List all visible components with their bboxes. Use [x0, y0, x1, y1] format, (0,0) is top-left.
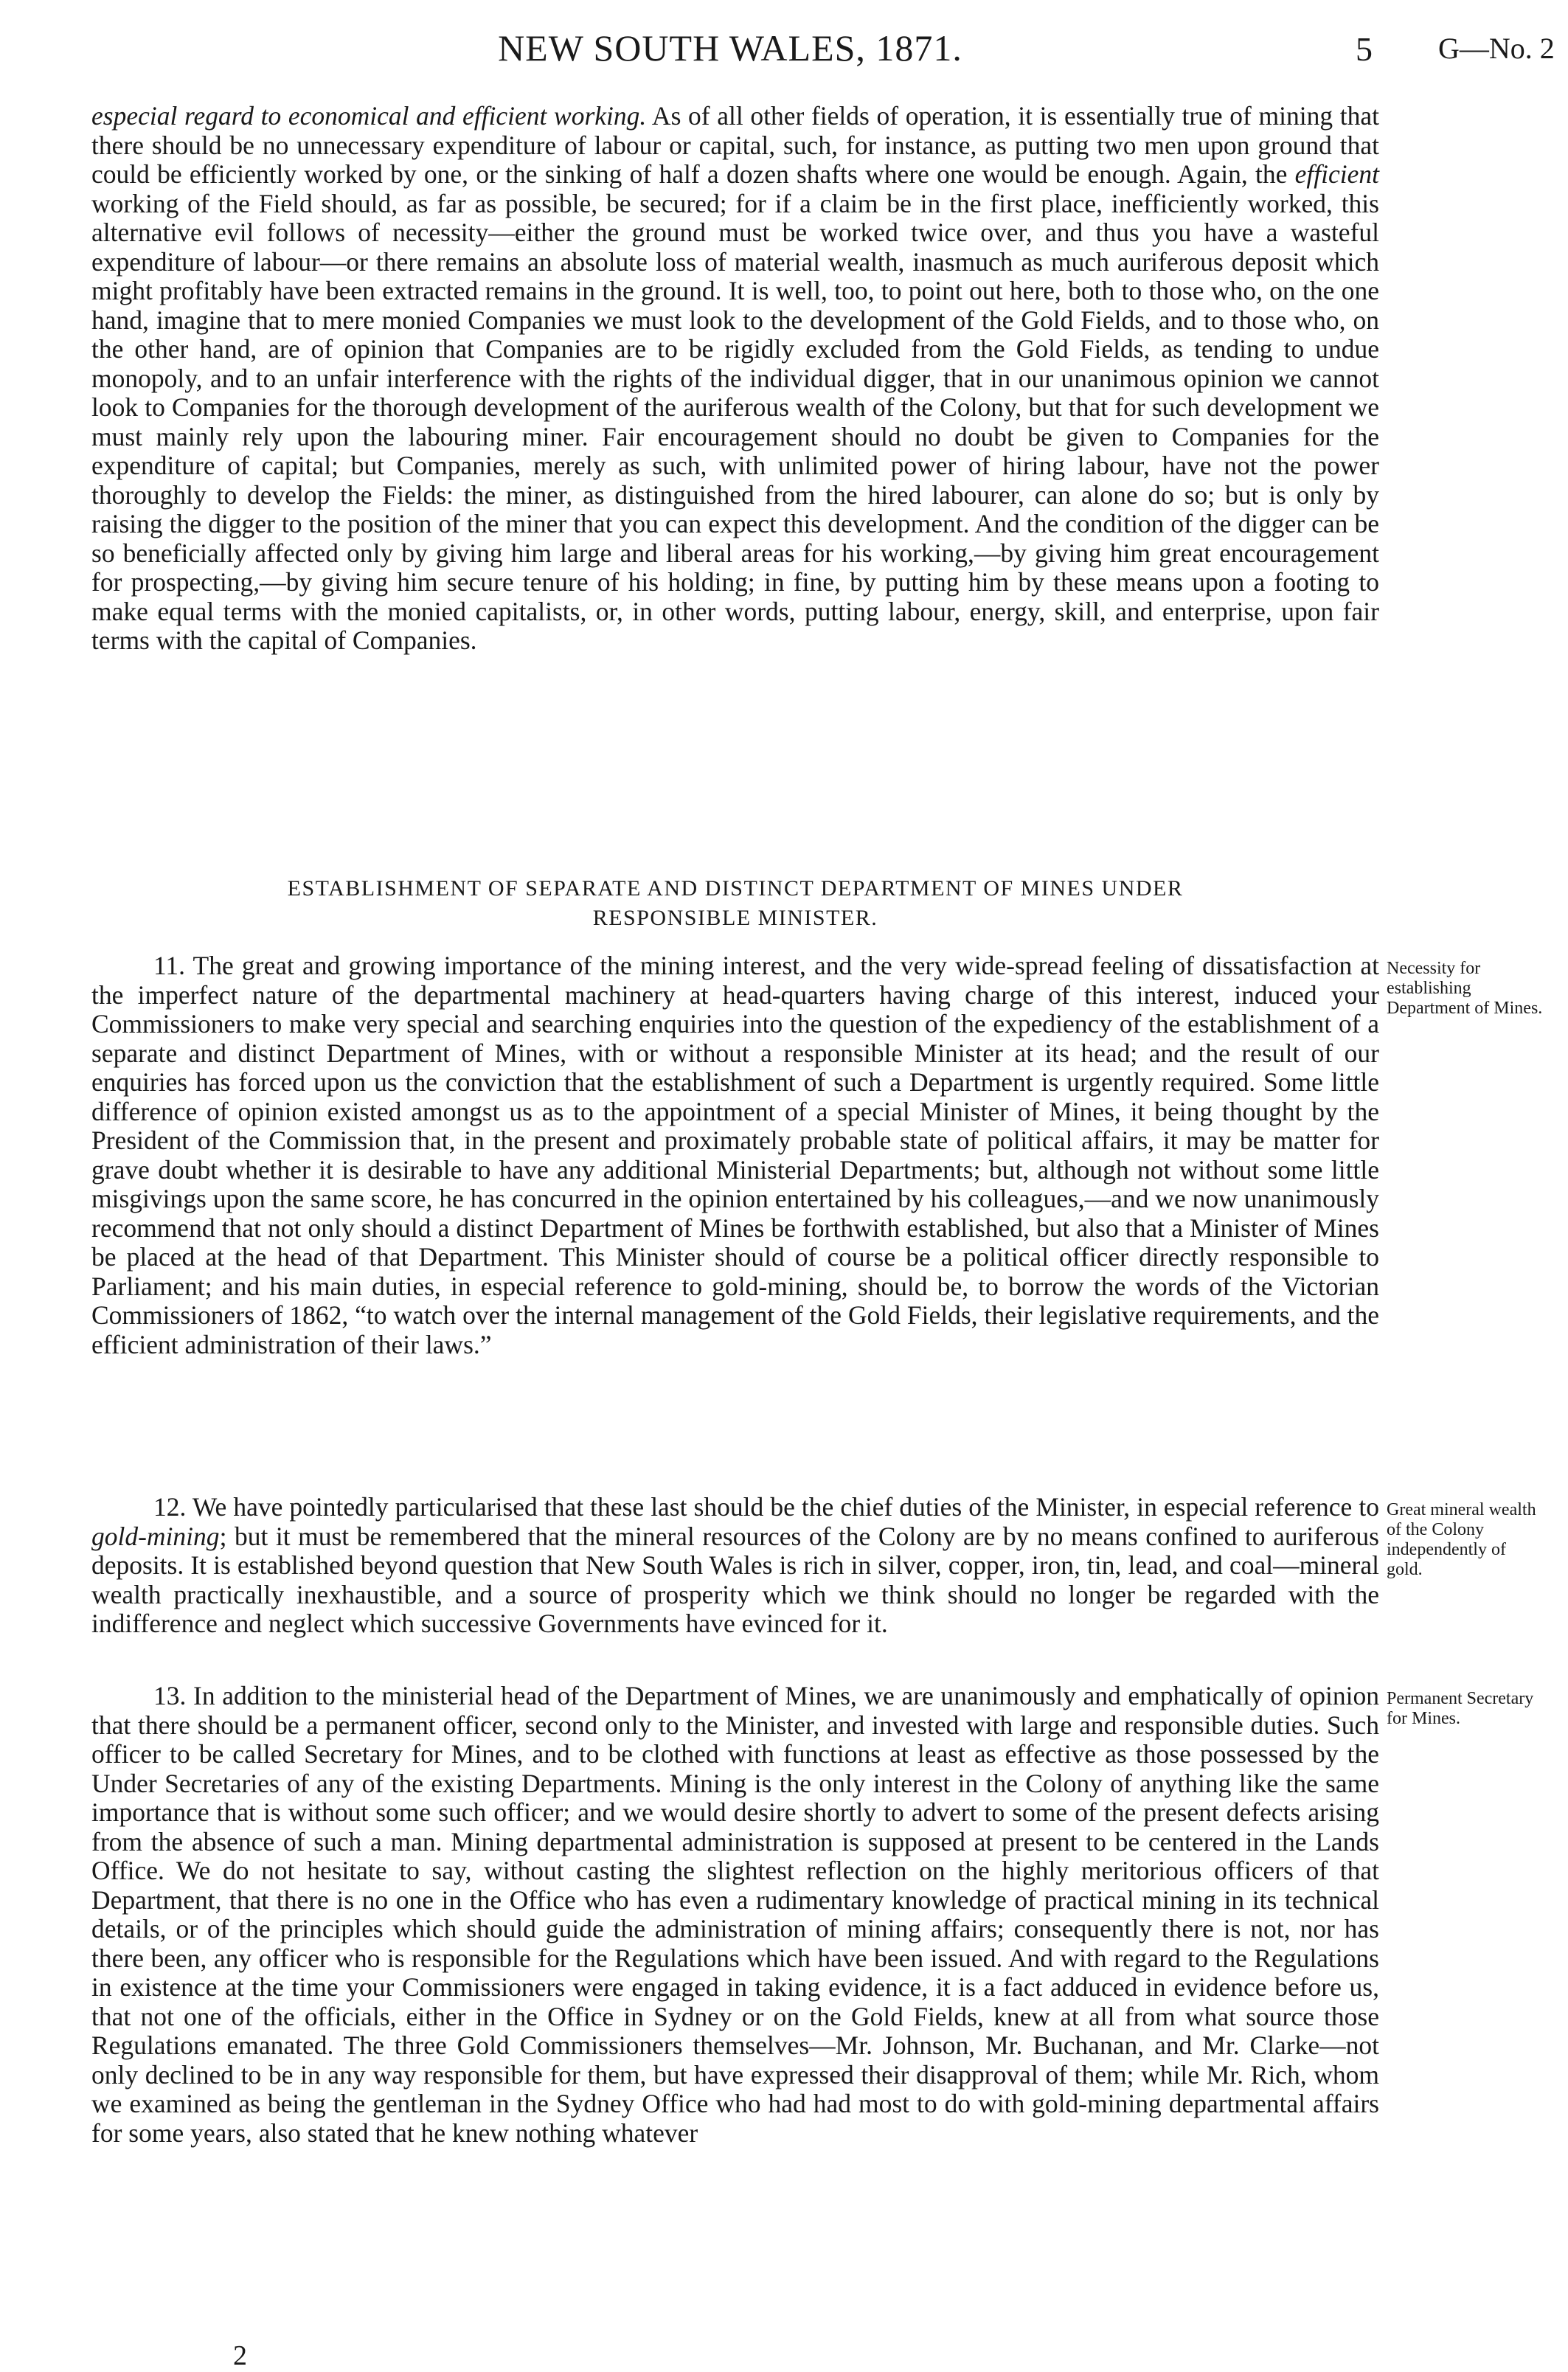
paragraph-12-text-a: 12. We have pointedly particularised that these last should be the chief duties of the Minister, in especial reference to [153, 1492, 1379, 1522]
page-header-title: NEW SOUTH WALES, 1871. [498, 27, 962, 69]
intro-text-a: As of all other fields of operation, it is essentially true of mining that there should be no unnecessary expenditure of labour or capital, such, for instance, as putting two men upon ground that could be efficiently worked by one, or the sinking of half a dozen shafts where one would be enough. Again, the [91, 101, 1379, 189]
intro-text-b: working of the Field should, as far as possible, be secured; for if a claim be in the first place, inefficiently worked, this alternative evil follows of necessity—either the ground must be worked twice over, and thus you have a wasteful expenditure of labour—or there remains an absolute loss of material wealth, inasmuch as much auriferous deposit which might profitably have been extracted remains in the ground. It is well, too, to point out here, both to those who, on the one hand, imagine that to mere monied Companies we must look to the development of the Gold Fields, and to those who, on the other hand, are of opinion that Companies are to be rigidly excluded from the Gold Fields, as tending to undue monopoly, and to an unfair interference with the rights of the individual digger, that in our unanimous opinion we cannot look to Companies for the thorough development of the auriferous wealth of the Colony, but that for such development we must mainly rely upon the labouring miner. Fair encouragement should no doubt be given to Companies for the expenditure of capital; but Companies, merely as such, with unlimited power of hiring labour, have not the power thoroughly to develop the Fields: the miner, as distinguished from the hired labourer, can alone do so; but is only by raising the digger to the position of the miner that you can expect this development. And the condition of the digger can be so beneficially affected only by giving him large and liberal areas for his working,—by giving him great encouragement for prospecting,—by giving him secure tenure of his holding; in fine, by putting him by these means upon a footing to make equal terms with the monied capitalists, or, in other words, putting labour, energy, skill, and enterprise, upon fair terms with the capital of Companies. [91, 188, 1379, 655]
paragraph-13-text: 13. In addition to the ministerial head of the Department of Mines, we are unanimously and emphatically of opinion that there should be a permanent officer, second only to the Minister, and invested with large and responsible duties. Such officer to be called Secretary for Mines, and to be clothed with functions at least as effective as those possessed by the Under Secretaries of any of the existing Departments. Mining is the only interest in the Colony of anything like the same importance that is without some such officer; and we would desire shortly to advert to some of the present defects arising from the absence of such a man. Mining departmental administration is supposed at present to be centered in the Lands Office. We do not hesitate to say, without casting the slightest reflection on the highly meritorious officers of that Department, that there is no one in the Office who has even a rudimentary knowledge of practical mining in its technical details, or of the principles which should guide the administration of mining affairs; consequently there is not, nor has there been, any officer who is responsible for the Regulations which have been issued. And with regard to the Regulations in existence at the time your Commissioners were engaged in taking evidence, it is a fact adduced in evidence before us, that not one of the officials, either in the Office in Sydney or on the Gold Fields, knew at all from what source those Regulations emanated. The three Gold Commissioners themselves—Mr. Johnson, Mr. Buchanan, and Mr. Clarke—not only declined to be in any way responsible for them, but have expressed their disapproval of them; while Mr. Rich, whom we examined as being the gentleman in the Sydney Office who had had most to do with gold-mining departmental affairs for some years, also stated that he knew nothing whatever [91, 1681, 1379, 2148]
paragraph-11-text: 11. The great and growing importance of the mining interest, and the very wide-spread feeling of dissatisfaction at the imperfect nature of the departmental machinery at head-quarters having charge of this interest, induced your Commissioners to make very special and searching enquiries into the question of the expediency of the establishment of a separate and distinct Department of Mines, with or without a responsible Minister at its head; and the result of our enquiries has forced upon us the conviction that the establishment of such a Department is urgently required. Some little difference of opinion existed amongst us as to the appointment of a special Minister of Mines, it being thought by the President of the Commission that, in the present and proximately probable state of political affairs, it may be matter for grave doubt whether it is desirable to have any additional Ministerial Departments; but, although not without some little misgivings upon the same score, he has concurred in the opinion entertained by his colleagues,—and we now unanimously recommend that not only should a distinct Department of Mines be forthwith established, but also that a Minister of Mines be placed at the head of that Department. This Minister should of course be a political officer directly responsible to Parliament; and his main duties, in especial reference to gold-mining, should be, to borrow the words of the Victorian Commissioners of 1862, “to watch over the internal management of the Gold Fields, their legislative requirements, and the efficient administration of their laws.” [91, 951, 1380, 1359]
margin-note-13: Permanent Secretary for Mines. [1387, 1689, 1534, 1728]
paragraph-13 [91, 1682, 1379, 2148]
paragraph-11 [91, 951, 1379, 1359]
section-heading-line-1: ESTABLISHMENT OF SEPARATE AND DISTINCT DEPARTMENT OF MINES UNDER [287, 876, 1184, 901]
intro-italic-lead: especial regard to economical and efficient working. [91, 101, 647, 131]
paragraph-12-text-b: ; but it must be remembered that the mineral resources of the Colony are by no means confined to auriferous deposits. It is established beyond question that New South Wales is rich in silver, copper, iron, tin, lead, and coal—mineral wealth practically inexhaustible, and a source of prosperity which we think should no longer be regarded with the indifference and neglect which successive Governments have evinced for it. [91, 1521, 1379, 1638]
paragraph-12-italic-word: gold-mining [91, 1521, 220, 1551]
section-heading-line-2: RESPONSIBLE MINISTER. [592, 906, 878, 930]
margin-note-12: Great mineral wealth of the Colony independently of gold. [1387, 1500, 1536, 1579]
signature-mark: 2 [233, 2340, 247, 2371]
page-number: 5 [1356, 30, 1373, 68]
section-heading [91, 874, 1379, 933]
paragraph-12 [91, 1493, 1379, 1639]
intro-italic-word: efficient [1294, 159, 1379, 189]
intro-paragraph [91, 102, 1379, 656]
document-reference: G—No. 2 [1438, 32, 1555, 65]
margin-note-11: Necessity for establishing Department of Mines. [1387, 959, 1543, 1018]
